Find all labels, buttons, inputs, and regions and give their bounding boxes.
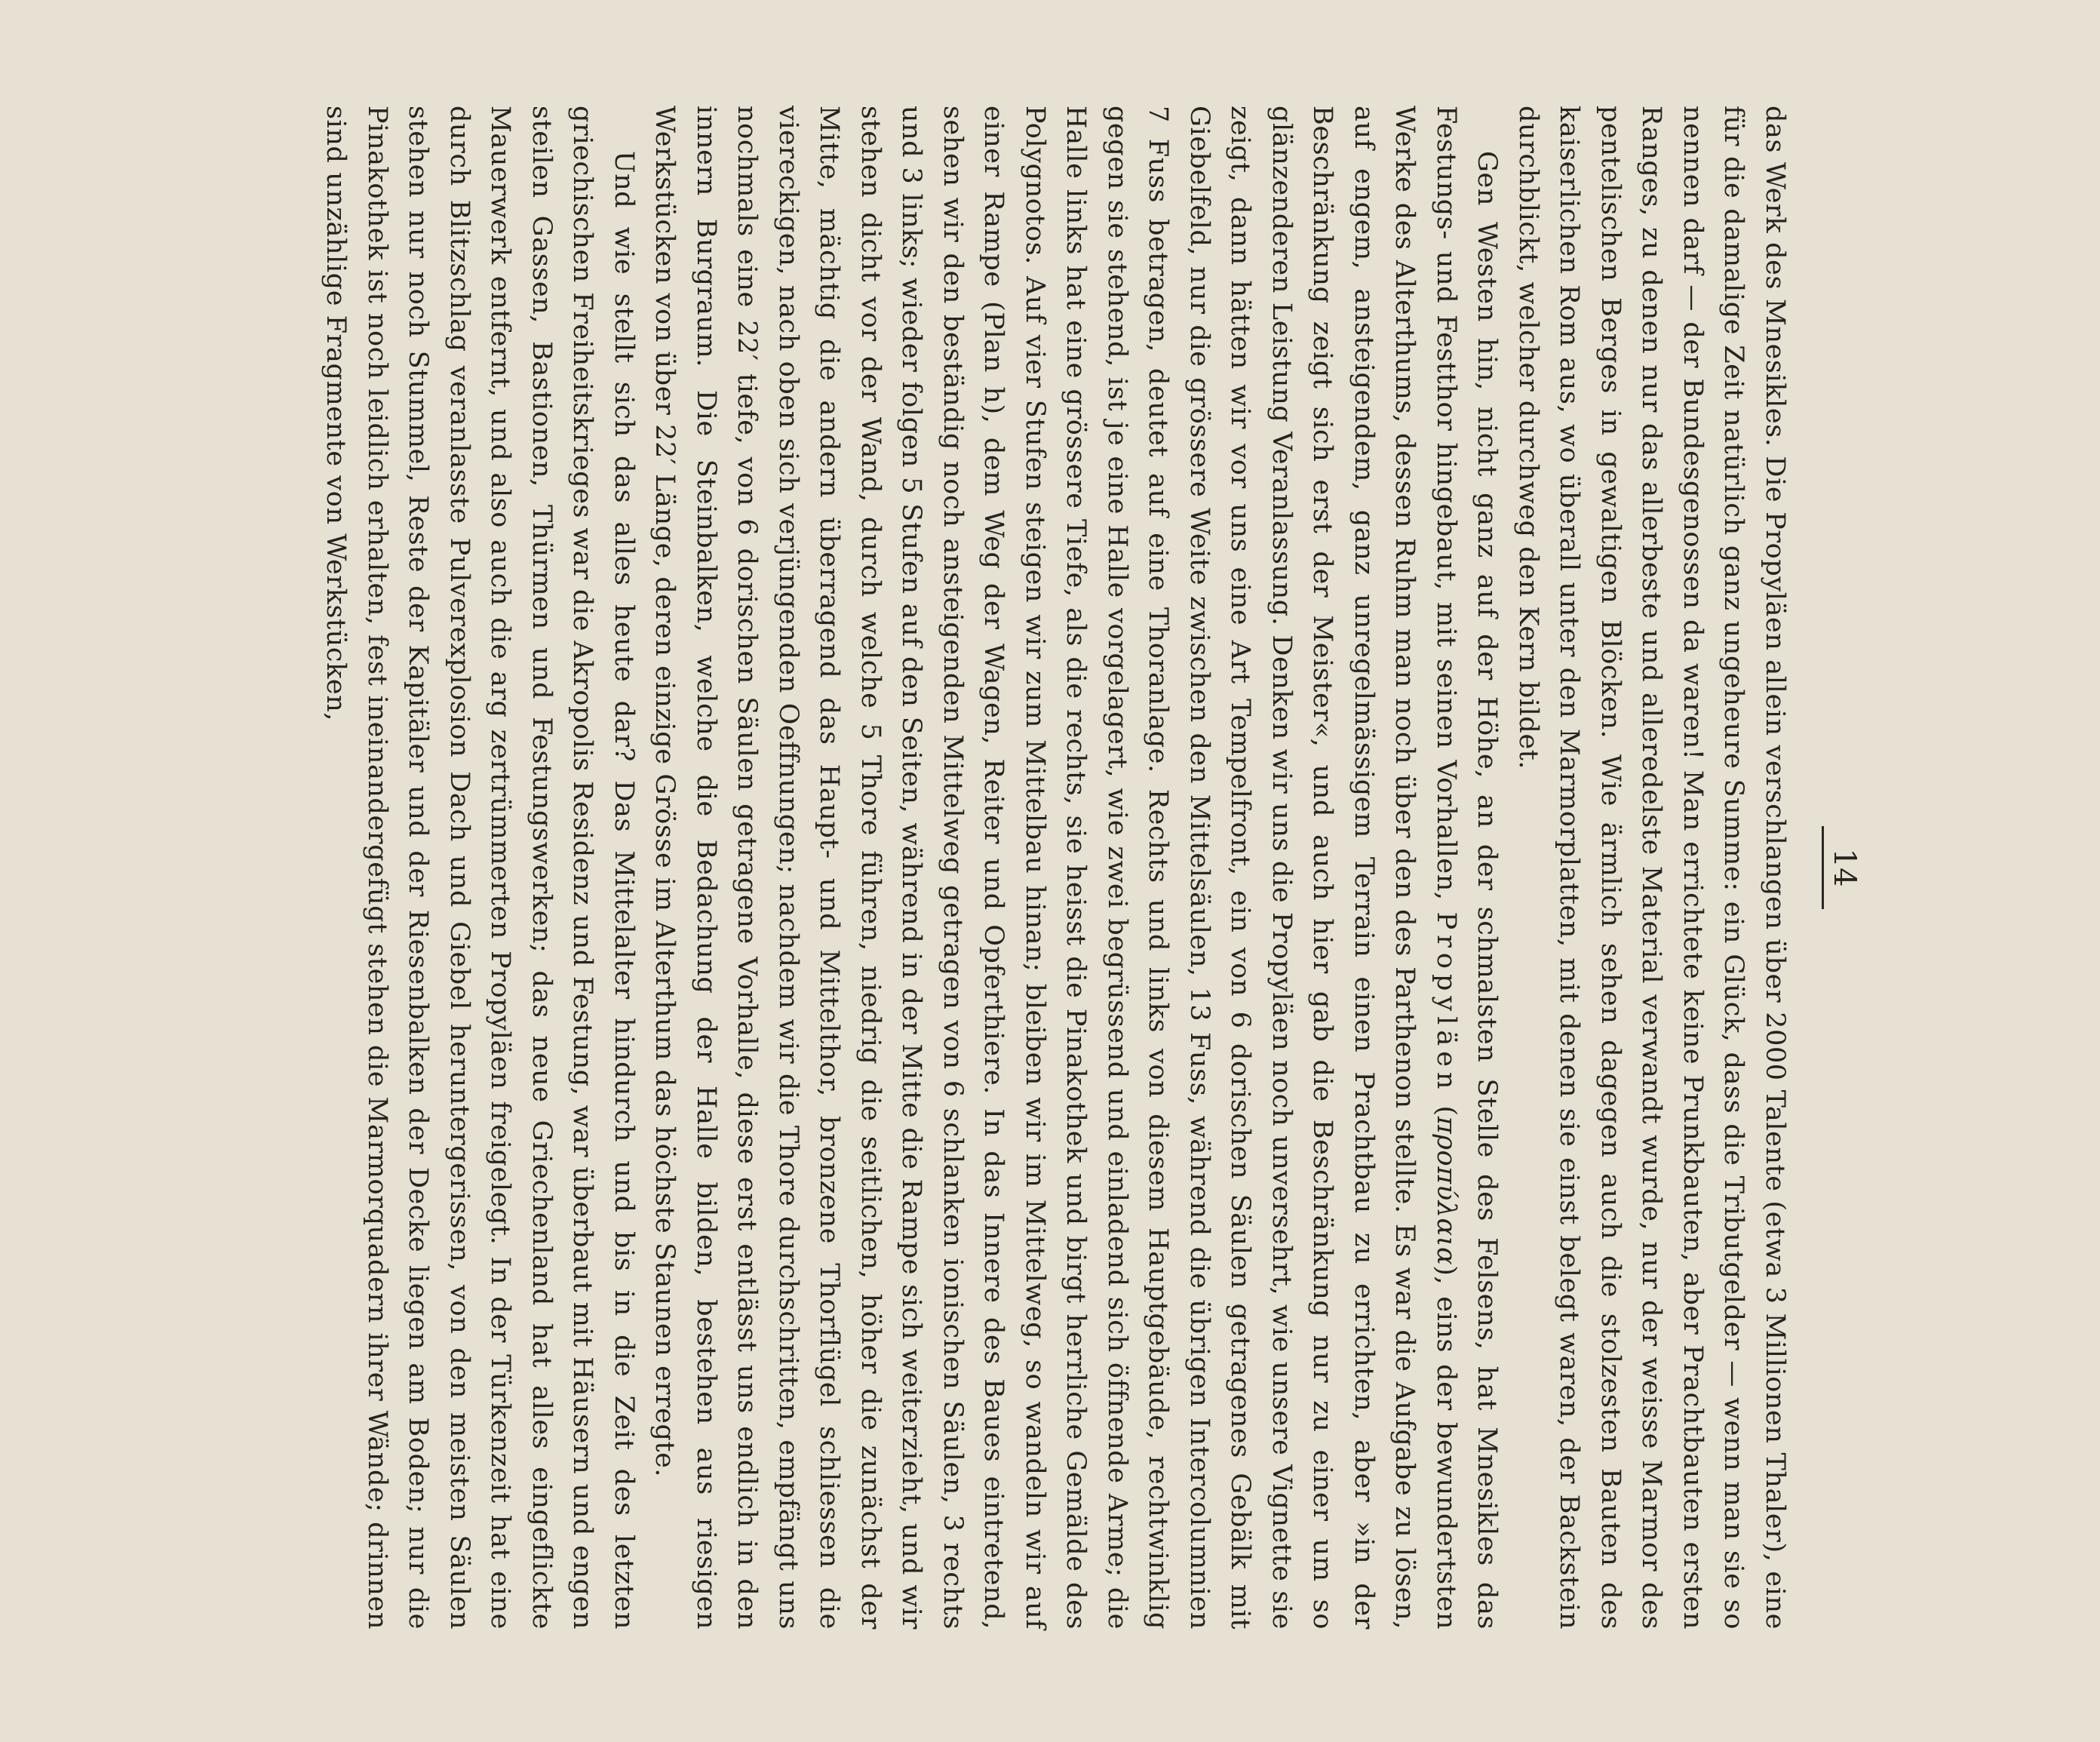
text-run: ( (1431, 1094, 1461, 1117)
text-run: Und wie stellt sich das alles heute dar? Das Mittelalter hindurch und bis in die Zeit des letzten griechischen Freiheitskrieges war die Akropolis Residenz und Festung, war überbaut mit Häusern und engen steilen Gassen, Bastionen, Thürmen und Festungswerken; das neue Griechenland hat alles eingeflickte Mauerwerk entfernt, und also auch die arg zertrümmerten Propyläen freigelegt. In der Türkenzeit hat eine durch Blitzschlag veranlasste Pulverexplosion Dach und Giebel heruntergerissen, von den meisten Säulen stehen nur noch Stummel, Reste der Kapitäler und der Riesenbalken der Decke liegen am Boden; nur die Pinakothek ist noch leidlich erhalten, fest ineinandergefügt stehen die Marmorquadern ihrer Wände; drinnen sind unzählige Fragmente von Werkstücken, (321, 106, 639, 1630)
paragraph-present-state (315, 106, 644, 1630)
spaced-term-propylaeen: Propyläen (1431, 911, 1461, 1095)
page-header (1818, 106, 1863, 1630)
paragraph-propylaea-description (644, 106, 1508, 1630)
rotated-page-content (166, 106, 1863, 1630)
text-run: das Werk des Mnesikles. Die Propyläen allein verschlangen über 2000 Talente (etwa 3 Millionen Thaler), eine für die damalige Zeit natürlich ganz ungeheure Summe: ein Glück, dass die Tributgelder — wenn man sie so nennen darf — der Bundesgenossen da waren! Man errichtete keine Prunkbauten, aber Prachtbauten ersten Ranges, zu denen nur das allerbeste und alleredelste Material verwandt wurde, nur der weisse Marmor des pentelischen Berges in gewaltigen Blöcken. Wie ärmlich sehen dagegen auch die stolzesten Bauten des kaiserlichen Rom aus, wo überall unter den Marmorplatten, mit denen sie einst belegt waren, der Backstein durchblickt, welcher durchweg den Kern bildet. (1513, 106, 1790, 1630)
text-run: Gen Westen hin, nicht ganz auf der Höhe, an der schmalsten Stelle des Felsens, hat Mnesikles das Festungs- und Festthor hingebaut, mit seinen Vorhallen, (1431, 106, 1503, 1630)
body-text (315, 106, 1795, 1630)
greek-term-propylaia: προπύλαια (1431, 1116, 1461, 1266)
text-run: ), eins der bewundertsten Werke des Alterthums, dessen Ruhm man noch über den des Parthenon stellte. Es war die Aufgabe zu lösen, auf engem, ansteigendem, ganz unregelmässigem Terrain einen Prachtbau zu errichten, aber »in der Beschränkung zeigt sich erst der Meister«, und auch hier gab die Beschränkung nur zu einer um so glänzenderen Leistung Veranlassung. Denken wir uns die Propyläen noch unversehrt, wie unsere Vignette sie zeigt, dann hätten wir vor uns eine Art Tempelfront, ein von 6 dorischen Säulen getragenes Gebälk mit Giebelfeld, nur die grössere Weite zwischen den Mittelsäulen, 13 Fuss, während die übrigen Intercolumnien 7 Fuss betragen, deutet auf eine Thoranlage. Rechts und links von diesem Hauptgebäude, rechtwinklig gegen sie stehend, ist je eine Halle vorgelagert, wie zwei begrüssend und einladend sich öffnende Arme; die Halle links hat eine grössere Tiefe, als die rechts, sie heisst die Pinakothek und birgt herrliche Gemälde des Polygnotos. Auf vier Stufen steigen wir zum Mittelbau hinan; bleiben wir im Mittelweg, so wandeln wir auf einer Rampe (Plan h), dem Weg der Wagen, Reiter und Opferthiere. In das Innere des Baues eintretend, sehen wir den beständig noch ansteigenden Mittelweg getragen von 6 schlanken ionischen Säulen, 3 rechts und 3 links; wieder folgen 5 Stufen auf den Seiten, während in der Mitte die Rampe sich weiterzieht, und wir stehen dicht vor der Wand, durch welche 5 Thore führen, niedrig die seitlichen, höher die zunächst der Mitte, mächtig die andern überragend das Haupt- und Mittelthor, bronzene Thorflügel schliessen die viereckigen, nach oben sich verjüngenden Oeffnungen; nachdem wir die Thore durchschritten, empfängt uns nochmals eine 22′ tiefe, von 6 dorischen Säulen getragene Vorhalle, diese erst entlässt uns endlich in den innern Burgraum. Die Steinbalken, welche die Bedachung der Halle bilden, bestehen aus riesigen Werkstücken von über 22′ Länge, deren einzige Grösse im Alterthum das höchste Staunen erregte. (649, 106, 1461, 1630)
header-rule (1822, 826, 1824, 909)
page-number: 14 (1827, 848, 1862, 887)
paragraph-mnesikles-propylaea-cost (1508, 106, 1796, 1630)
